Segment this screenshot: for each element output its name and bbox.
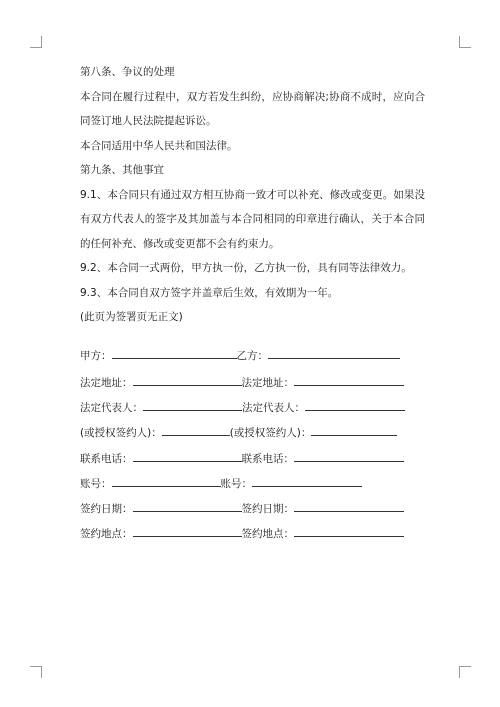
party-a-date-blank[interactable]	[133, 500, 242, 512]
party-b-authorized-blank[interactable]	[311, 424, 397, 436]
signature-row-authorized	[80, 424, 397, 440]
party-a-label: 甲方：	[80, 350, 112, 362]
party-b-authorized-label: (或授权签约人)：	[229, 427, 312, 439]
signature-page-note: (此页为签署页无正文)	[80, 311, 183, 323]
signature-row-date	[80, 500, 404, 516]
contract-body	[80, 60, 425, 330]
party-a-address-label: 法定地址：	[80, 377, 133, 389]
crop-mark-bottom-left	[30, 666, 42, 678]
party-a-address-blank[interactable]	[133, 374, 242, 386]
party-b-address-blank[interactable]	[294, 374, 404, 386]
party-a-phone-blank[interactable]	[133, 450, 242, 462]
party-b-date-blank[interactable]	[294, 500, 404, 512]
article-9-clause-1: 9.1、本合同只有通过双方相互协商一致才可以补充、修改或变更。如果没有双方代表人的签字及其加盖与本合同相同的印章进行确认，关于本合同的任何补充、修改或变更都不会有约束力。	[80, 188, 425, 250]
party-b-rep-blank[interactable]	[305, 399, 405, 411]
crop-mark-bottom-right	[459, 666, 471, 678]
party-b-place-label: 签约地点：	[241, 528, 294, 540]
party-a-authorized-label: (或授权签约人)：	[80, 427, 162, 439]
signature-row-party	[80, 347, 400, 363]
article-8-paragraph-2: 本合同适用中华人民共和国法律。	[80, 139, 238, 152]
signature-row-phone	[80, 450, 404, 466]
party-b-blank[interactable]	[268, 347, 400, 359]
party-b-label: 乙方：	[236, 350, 268, 362]
crop-mark-top-right	[459, 36, 471, 48]
crop-mark-top-left	[30, 36, 42, 48]
party-b-account-blank[interactable]	[252, 475, 362, 487]
party-a-authorized-blank[interactable]	[162, 424, 230, 436]
party-a-place-label: 签约地点：	[80, 528, 133, 540]
signature-row-address	[80, 374, 404, 390]
article-9-clause-2: 9.2、本合同一式两份，甲方执一份，乙方执一份，具有同等法律效力。	[80, 262, 412, 274]
party-b-phone-blank[interactable]	[294, 450, 404, 462]
party-b-date-label: 签约日期：	[241, 503, 294, 515]
signature-row-account	[80, 475, 362, 491]
party-a-place-blank[interactable]	[133, 525, 242, 537]
party-a-blank[interactable]	[112, 347, 237, 359]
party-a-rep-blank[interactable]	[143, 399, 242, 411]
party-a-rep-label: 法定代表人：	[80, 402, 143, 414]
party-b-rep-label: 法定代表人：	[242, 402, 305, 414]
article-8-paragraph-1: 本合同在履行过程中，双方若发生纠纷，应协商解决;协商不成时，应向合同签订地人民法院提起诉讼。	[80, 90, 425, 127]
party-a-date-label: 签约日期：	[80, 503, 133, 515]
article-9-title: 第九条、其他事宜	[80, 164, 164, 176]
party-b-place-blank[interactable]	[294, 525, 404, 537]
signature-row-representative	[80, 399, 405, 415]
article-8-title: 第八条、争议的处理	[80, 66, 175, 78]
party-b-phone-label: 联系电话：	[241, 453, 294, 465]
party-a-phone-label: 联系电话：	[80, 453, 133, 465]
signature-row-place	[80, 525, 404, 541]
party-b-address-label: 法定地址：	[241, 377, 294, 389]
party-a-account-label: 账号：	[80, 478, 112, 490]
article-9-clause-3: 9.3、本合同自双方签字并盖章后生效，有效期为一年。	[80, 286, 339, 299]
party-b-account-label: 账号：	[220, 478, 252, 490]
party-a-account-blank[interactable]	[112, 475, 221, 487]
